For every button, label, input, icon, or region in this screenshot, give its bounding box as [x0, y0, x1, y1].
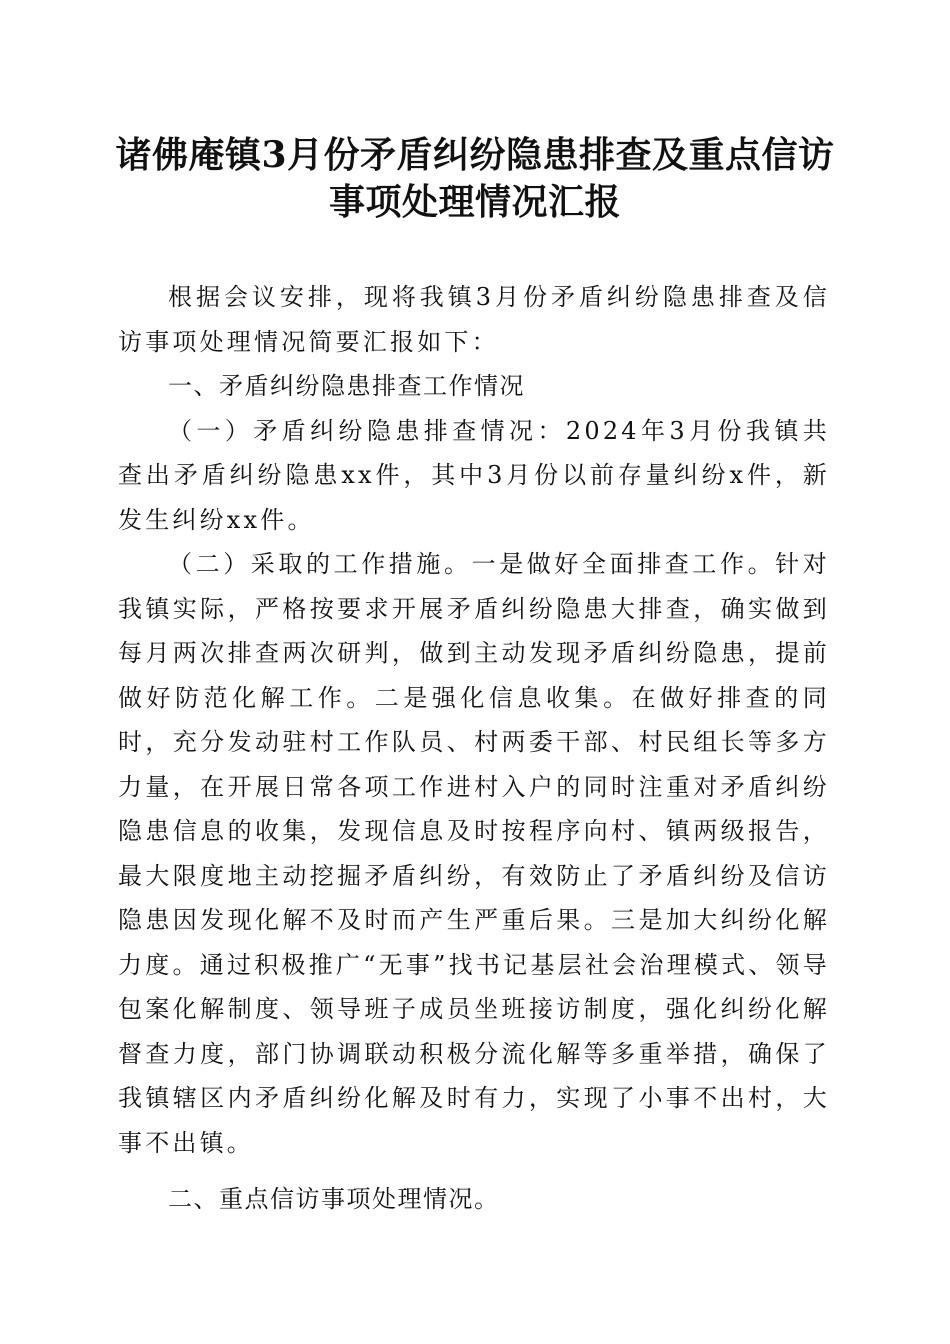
section-1-paragraph-2: （二）采取的工作措施。一是做好全面排查工作。针对我镇实际，严格按要求开展矛盾纠纷隐患大排查，确实做到每月两次排查两次研判，做到主动发现矛盾纠纷隐患，提前做好防范化解工作。二是强化信息收集。在做好排查的同时，充分发动驻村工作队员、村两委干部、村民组长等多方力量，在开展日常各项工作进村入户的同时注重对矛盾纠纷隐患信息的收集，发现信息及时按程序向村、镇两级报告，最大限度地主动挖掘矛盾纠纷，有效防止了矛盾纠纷及信访隐患因发现化解不及时而产生严重后果。三是加大纠纷化解力度。通过积极推广“无事”找书记基层社会治理模式、领导包案化解制度、领导班子成员坐班接访制度，强化纠纷化解督查力度，部门协调联动积极分流化解等多重举措，确保了我镇辖区内矛盾纠纷化解及时有力，实现了小事不出村，大事不出镇。: [118, 550, 830, 1157]
document-title: [110, 132, 840, 226]
title-line-1: 诸佛庵镇3月份矛盾纠纷隐患排查及重点信访: [115, 134, 835, 176]
section-2-heading: 二、重点信访事项处理情况。: [168, 1185, 500, 1213]
intro-paragraph: 根据会议安排，现将我镇3月份矛盾纠纷隐患排查及信访事项处理情况简要汇报如下：: [118, 283, 830, 356]
paragraph-spacer: [118, 1165, 830, 1177]
section-1-heading: 一、矛盾纠纷隐患排查工作情况: [168, 372, 525, 400]
document-body: [118, 275, 830, 1222]
title-line-2: 事项处理情况汇报: [328, 181, 621, 223]
section-1-paragraph-1: （一）矛盾纠纷隐患排查情况：2024年3月份我镇共查出矛盾纠纷隐患xx件，其中3月份以前存量纠纷x件，新发生纠纷xx件。: [118, 416, 830, 534]
